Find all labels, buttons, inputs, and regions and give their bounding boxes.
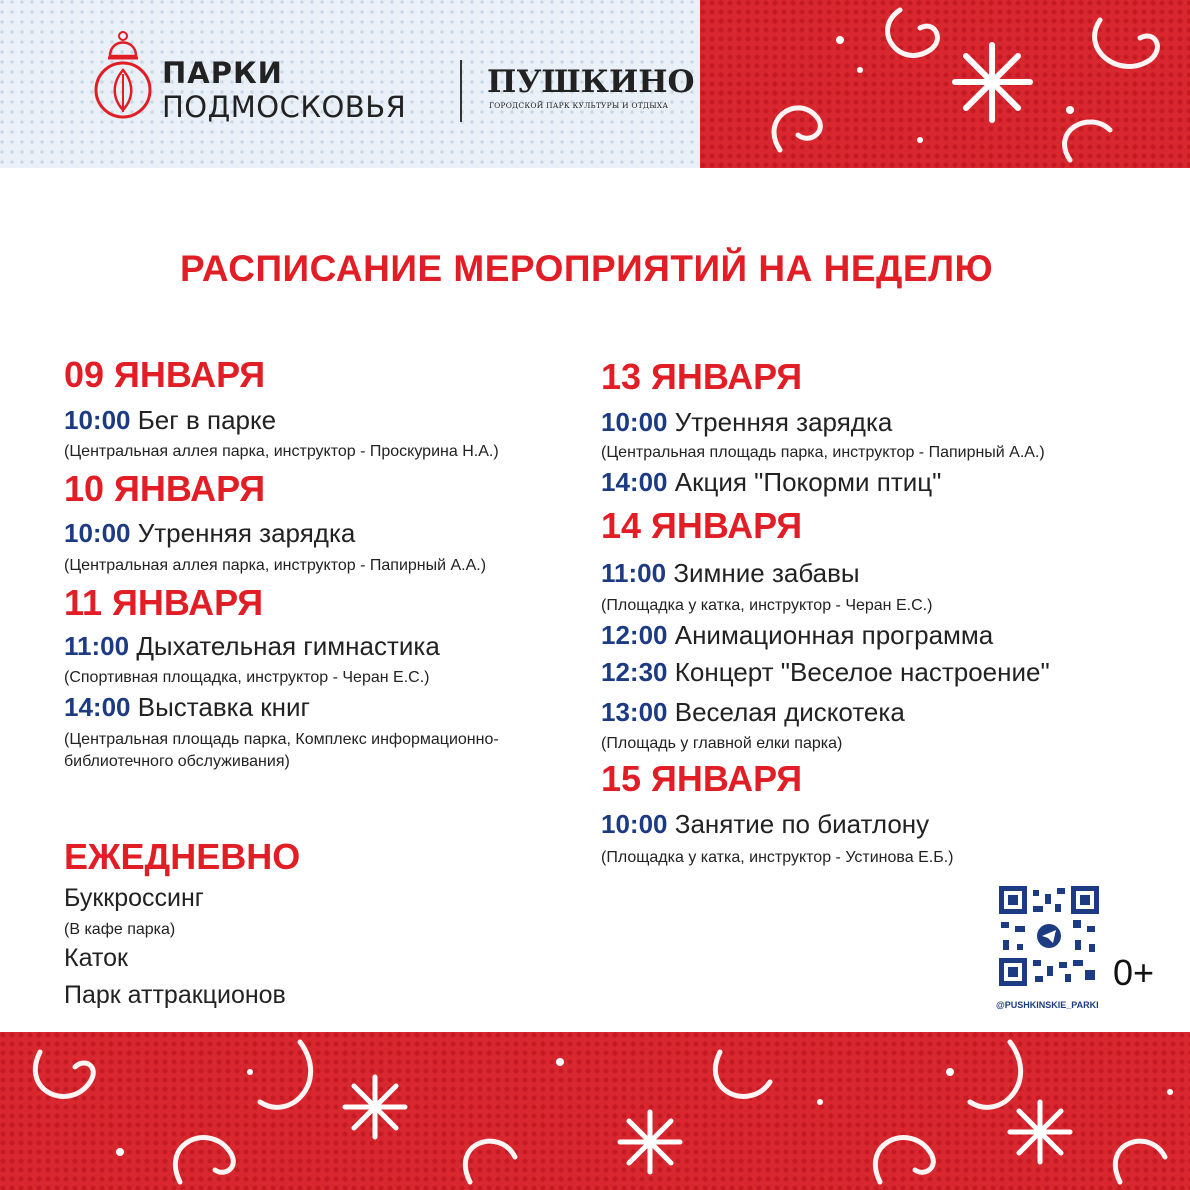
- event-item: [601, 809, 929, 840]
- event-note: (Спортивная площадка, инструктор - Черан Е.С.): [64, 669, 430, 686]
- event-note: (Площадка у катка, инструктор - Черан Е.С.): [601, 597, 933, 614]
- tree-ornament-icon: [88, 28, 158, 128]
- snowflake-icon: [345, 1077, 1070, 1172]
- event-time: 13:00: [601, 697, 668, 727]
- qr-code[interactable]: [999, 886, 1099, 986]
- event-item: [601, 697, 905, 728]
- event-note: (Центральная аллея парка, инструктор - Проскурина Н.А.): [64, 443, 499, 460]
- event-name: Веселая дискотека: [674, 697, 905, 727]
- event-time: 14:00: [601, 467, 668, 497]
- logo-divider: [460, 60, 462, 122]
- day-heading-jan13: 13 ЯНВАРЯ: [601, 356, 803, 397]
- mosaic-pattern: [700, 0, 1190, 168]
- event-note: (Площадка у катка, инструктор - Устинова Е.Б.): [601, 849, 954, 866]
- daily-item: Парк аттракционов: [64, 981, 286, 1009]
- event-note: (Центральная площадь парка, Комплекс информационно-: [64, 731, 499, 748]
- day-heading-jan11: 11 ЯНВАРЯ: [64, 582, 264, 623]
- event-time: 12:30: [601, 657, 668, 687]
- day-heading-jan10: 10 ЯНВАРЯ: [64, 468, 266, 509]
- daily-note: (В кафе парка): [64, 921, 176, 938]
- event-item: [64, 692, 310, 723]
- event-note: (Центральная аллея парка, инструктор - Папирный А.А.): [64, 557, 487, 574]
- event-time: 10:00: [601, 809, 668, 839]
- brand-line-2: ПОДМОСКОВЬЯ: [162, 90, 407, 124]
- event-name: Акция "Покорми птиц": [674, 467, 942, 497]
- age-rating: 0+: [1113, 952, 1155, 993]
- event-name: Зимние забавы: [673, 558, 860, 588]
- event-item: [601, 467, 941, 498]
- event-time: 10:00: [64, 518, 131, 548]
- daily-item: Буккроссинг: [64, 884, 204, 912]
- day-heading-jan15: 15 ЯНВАРЯ: [601, 758, 803, 799]
- event-item: [64, 405, 276, 436]
- daily-item: Каток: [64, 944, 128, 972]
- day-heading-jan09: 09 ЯНВАРЯ: [64, 354, 266, 395]
- event-name: Бег в парке: [137, 405, 277, 435]
- event-name: Анимационная программа: [674, 620, 994, 650]
- snowflake-icon: [955, 45, 1030, 120]
- event-time: 12:00: [601, 620, 668, 650]
- event-item: [601, 657, 1050, 688]
- event-time: 10:00: [64, 405, 131, 435]
- event-item: [601, 620, 993, 651]
- qr-code-icon: [999, 886, 1099, 986]
- event-item: [64, 518, 355, 549]
- park-name-logo: ПУШКИНО: [487, 64, 695, 100]
- footer-mosaic: [0, 1032, 1190, 1190]
- event-name: Концерт "Веселое настроение": [674, 657, 1050, 687]
- snowflake-swirl-decoration: [700, 0, 1190, 168]
- event-note: библиотечного обслуживания): [64, 753, 290, 770]
- event-name: Занятие по биатлону: [674, 809, 930, 839]
- event-time: 10:00: [601, 407, 668, 437]
- event-note: (Центральная площадь парка, инструктор - Папирный А.А.): [601, 444, 1045, 461]
- event-note: (Площадь у главной елки парка): [601, 735, 843, 752]
- event-item: [64, 631, 440, 662]
- event-name: Выставка книг: [137, 692, 311, 722]
- event-name: Дыхательная гимнастика: [136, 631, 440, 661]
- event-time: 11:00: [64, 631, 130, 661]
- brand-line-1: ПАРКИ: [162, 56, 283, 90]
- event-time: 11:00: [601, 558, 667, 588]
- park-subtitle: ГОРОДСКОЙ ПАРК КУЛЬТУРЫ И ОТДЫХА: [489, 101, 669, 110]
- event-name: Утренняя зарядка: [137, 518, 356, 548]
- page-title: РАСПИСАНИЕ МЕРОПРИЯТИЙ НА НЕДЕЛЮ: [180, 248, 994, 289]
- social-handle: @PUSHKINSKIE_PARKI: [996, 1000, 1099, 1010]
- event-item: [601, 407, 892, 438]
- daily-heading: ЕЖЕДНЕВНО: [64, 836, 301, 877]
- event-item: [601, 558, 860, 589]
- day-heading-jan14: 14 ЯНВАРЯ: [601, 505, 803, 546]
- header-banner: [0, 0, 1190, 168]
- snowflake-swirl-decoration: [0, 1032, 1190, 1190]
- event-time: 14:00: [64, 692, 131, 722]
- event-name: Утренняя зарядка: [674, 407, 893, 437]
